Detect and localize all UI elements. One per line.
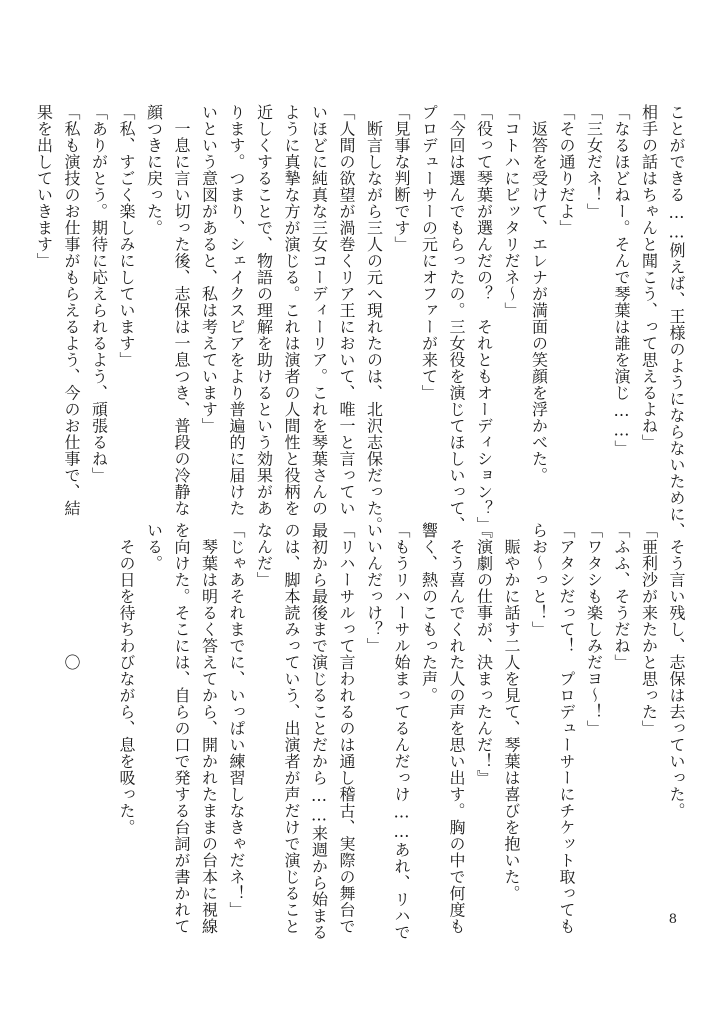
text-line: なんだ」 [254, 522, 274, 588]
text-line: 近しくすることで、物語の理解を助けるという効果があ [254, 104, 274, 517]
text-line: そう言い残し、志保は去っていった。 [667, 522, 686, 819]
text-line: 『演劇の仕事が、決まったんだ！』 [474, 522, 494, 786]
text-line: 「役って琴葉が選んだの？ それともオーディション？」 [474, 104, 494, 533]
text-line: ります。つまり、シェイクスピアをより普遍的に届けた [227, 104, 246, 517]
text-line: 「なるほどねー。そんで琴葉は誰を演じ……」 [612, 104, 631, 457]
text-line: いという意図があると、私は考えています」 [199, 104, 219, 434]
text-line: らお〜っと！」 [529, 522, 549, 638]
text-line: を向けた。そこには、自らの口で発する台詞が書かれて [172, 522, 191, 935]
lower-text-block [62, 522, 690, 941]
text-line: いる。 [144, 522, 164, 572]
text-line: プロデューサーの元にオファーが来て」 [419, 104, 439, 401]
text-line: 顔つきに戻った。 [144, 104, 164, 236]
text-line: 「アタシだって！ プロデューサーにチケット取っても [557, 522, 576, 935]
text-line [85, 522, 113, 902]
text-line: ことができる……例えば、王様のようにならないために、 [667, 104, 686, 539]
text-line: 相手の話はちゃんと聞こう、って思えるよね」 [639, 104, 659, 451]
text-line: 「今回は選んでもらったの。三女役を演じてほしいって、 [447, 104, 466, 533]
text-line: 「じゃあそれまでに、いっぱい練習しなきゃだネ！」 [227, 522, 246, 918]
text-line: 「見事な判断です」 [392, 104, 411, 253]
text-line: 「ありがとう。期待に応えられるよう、頑張るね」 [89, 104, 109, 484]
page-number: 8 [668, 912, 677, 927]
text-line: 「人間の欲望が渦巻くリア王において、唯一と言ってい [337, 104, 356, 517]
text-line: 「亜利沙が来たかと思った」 [639, 522, 659, 737]
text-line: 「三女だネ！」 [584, 104, 604, 220]
text-line: 「私も演技のお仕事がもらえるよう、今のお仕事で、結 [62, 104, 81, 517]
upper-text-block [34, 104, 690, 539]
text-line: いいんだっけ？」 [364, 522, 384, 654]
text-line: のは、脚本読みっていう、出演者が声だけで演じること [282, 522, 301, 935]
text-line: 響く、熱のこもった声。 [419, 522, 439, 704]
text-line: 一息に言い切った後、志保は一息つき、普段の冷静な [172, 104, 191, 517]
text-line: 「その通りだよ」 [557, 104, 576, 236]
text-line: 返答を受けて、エレナが満面の笑顔を浮かべた。 [529, 104, 549, 484]
text-line: 最初から最後まで演じることだから……来週から始まる [309, 522, 329, 941]
text-line: 「ワタシも楽しみだヨ〜！」 [584, 522, 604, 737]
text-line: 果を出していきます」 [34, 104, 54, 269]
text-line: その日を待ちわびながら、息を吸った。 [117, 522, 136, 836]
text-line: 「ふふ、そうだね」 [612, 522, 631, 671]
text-line: 〇 [62, 522, 81, 671]
text-line: いほどに純真な三女コーディーリア。これを琴葉さんの [309, 104, 329, 517]
text-line: そう喜んでくれた人の声を思い出す。胸の中で何度も [447, 522, 466, 935]
text-line: 賑やかに話す二人を見て、琴葉は喜びを抱いた。 [502, 522, 521, 902]
text-line: ように真摯な方が演じる。これは演者の人間性と役柄を [282, 104, 301, 517]
text-line: 「コトハにピッタリだネ〜」 [502, 104, 521, 319]
text-line: 「私、すごく楽しみにしています」 [117, 104, 136, 368]
text-line: 「もうリハーサル始まってるんだっけ……あれ、リハで [392, 522, 411, 941]
text-line: 琴葉は明るく答えてから、開かれたままの台本に視線 [199, 522, 219, 935]
text-line: 「リハーサルって言われるのは通し稽古、実際の舞台で [337, 522, 356, 935]
text-line: 断言しながら三人の元へ現れたのは、北沢志保だった。 [364, 104, 384, 533]
